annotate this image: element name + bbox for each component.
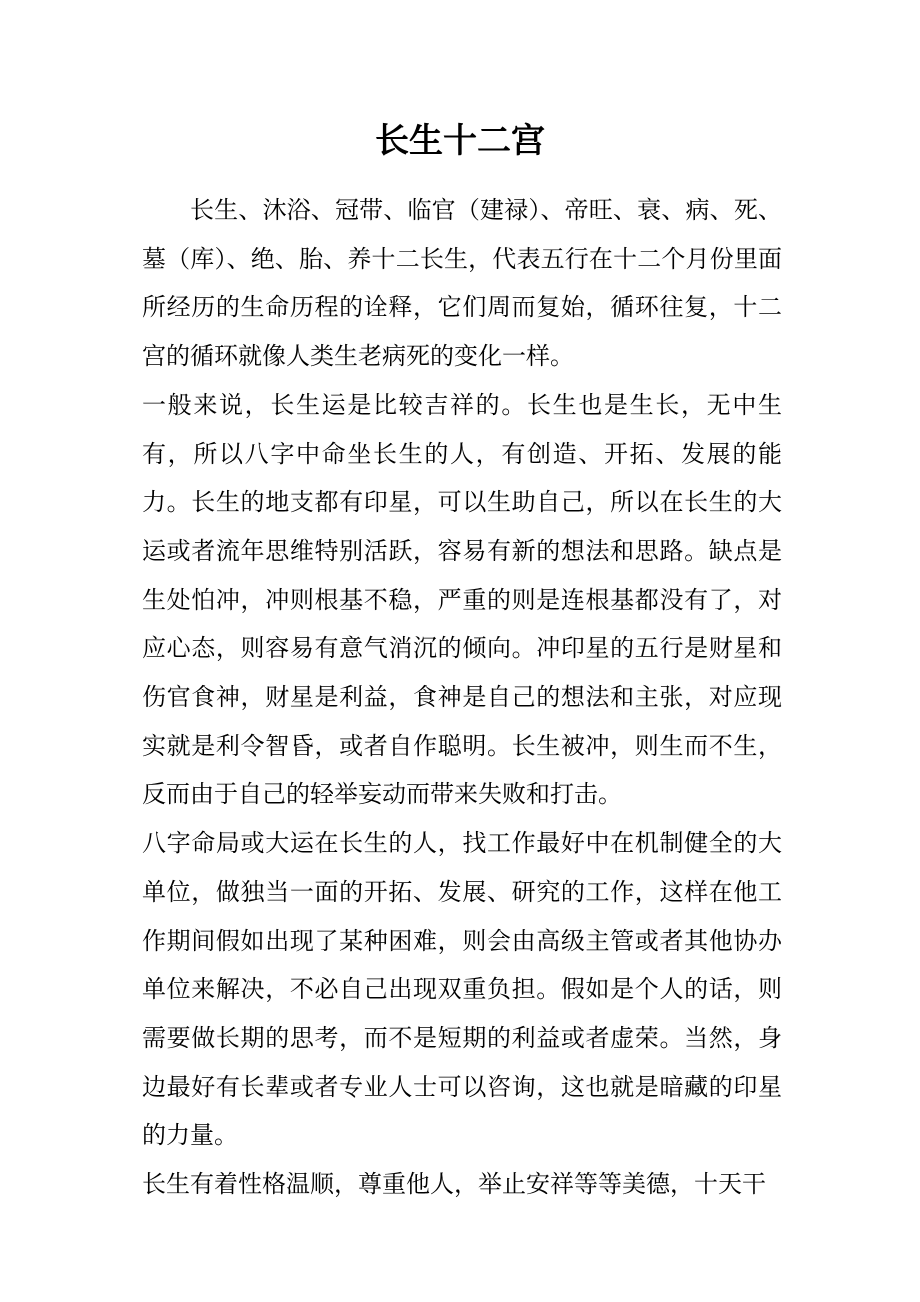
paragraph-character: 长生有着性格温顺，尊重他人，举止安祥等等美德，十天干 bbox=[142, 1170, 766, 1199]
paragraph-general: 一般来说，长生运是比较吉祥的。长生也是生长，无中生有，所以八字中命坐长生的人，有创造、开拓、发展的能力。长生的地支都有印星，可以生助自己，所以在长生的大运或者流年思维特别活跃，容易有新的想法和思路。缺点是生处怕冲，冲则根基不稳，严重的则是连根基都没有了，对应心态，则容易有意气消沉的倾向。冲印星的五行是财星和伤官食神，财星是利益，食神是自己的想法和主张，对应现实就是利令智昏，或者自作聪明。长生被冲，则生而不生，反而由于自己的轻举妄动而带来失败和打击。 bbox=[142, 390, 782, 809]
paragraph-intro: 长生、沐浴、冠带、临官（建禄）、帝旺、衰、病、死、墓（库）、绝、胎、养十二长生，代表五行在十二个月份里面所经历的生命历程的诠释，它们周而复始，循环往复，十二宫的循环就像人类生老病死的变化一样。 bbox=[142, 196, 782, 371]
document-body bbox=[142, 186, 782, 1209]
document-title: 长生十二宫 bbox=[375, 121, 545, 161]
paragraph-career: 八字命局或大运在长生的人，找工作最好中在机制健全的大单位，做独当一面的开拓、发展、研究的工作，这样在他工作期间假如出现了某种困难，则会由高级主管或者其他协办单位来解决，不必自己出现双重负担。假如是个人的话，则需要做长期的思考，而不是短期的利益或者虚荣。当然，身边最好有长辈或者专业人士可以咨询，这也就是暗藏的印星的力量。 bbox=[142, 829, 782, 1150]
